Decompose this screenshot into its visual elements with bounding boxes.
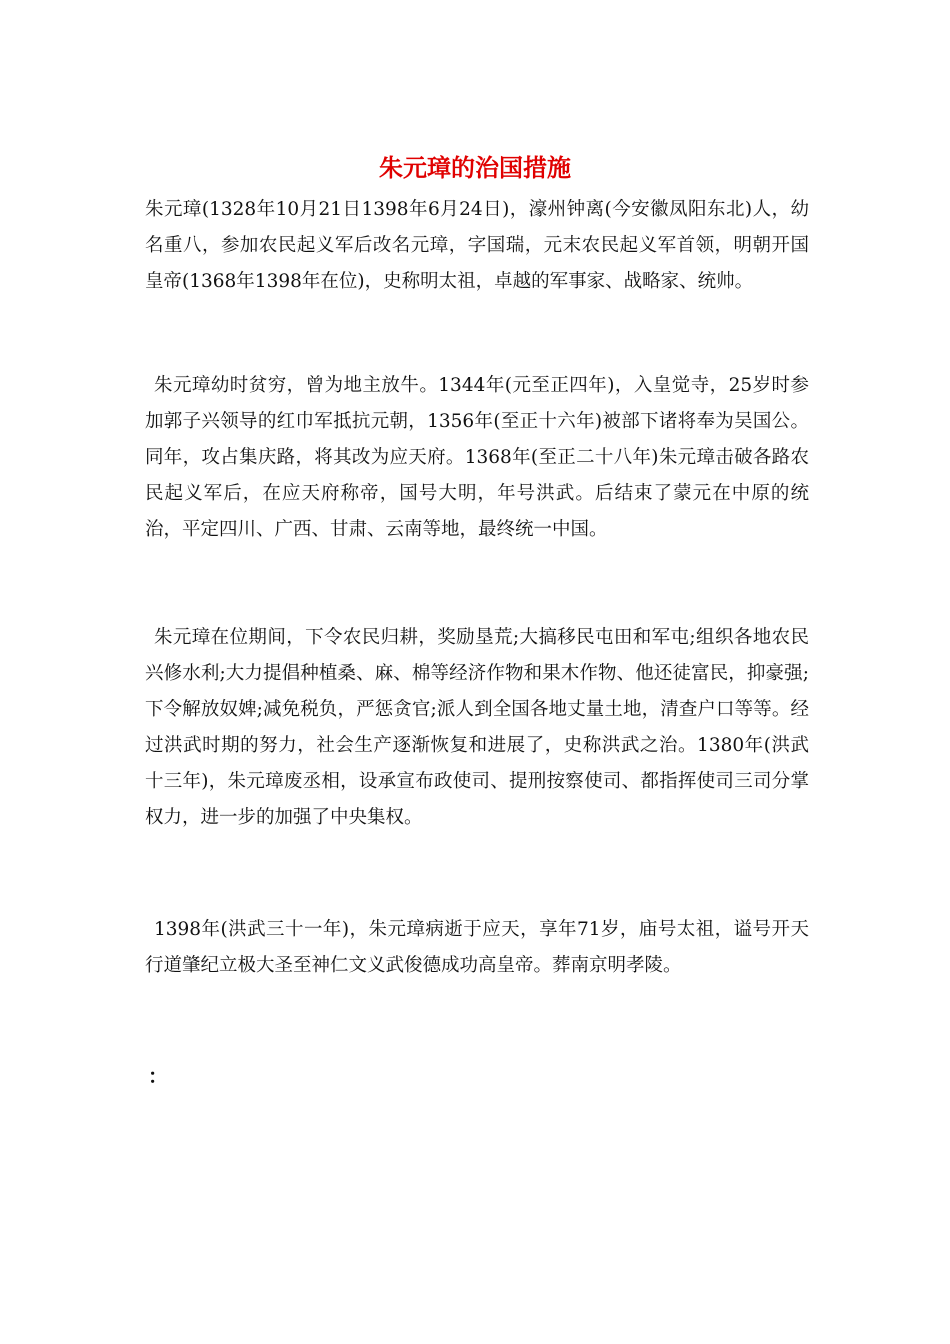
paragraph-governance: 朱元璋在位期间，下令农民归耕，奖励垦荒;大搞移民屯田和军屯;组织各地农民兴修水利;大力提倡种植桑、麻、棉等经济作物和果木作物、他还徒富民，抑豪强;下令解放奴婢;减免税负，严惩贪官;派人到全国各地丈量土地，清查户口等等。经过洪武时期的努力，社会生产逐渐恢复和进展了，史称洪武之治。1380年(洪武十三年)，朱元璋废丞相，设承宣布政使司、提刑按察使司、都指挥使司三司分掌权力，进一步的加强了中央集权。 — [145, 627, 809, 828]
paragraph-intro: 朱元璋(1328年10月21日1398年6月24日)，濠州钟离(今安徽凤阳东北)人，幼名重八，参加农民起义军后改名元璋，字国瑞，元末农民起义军首领，明朝开国皇帝(1368年1398年在位)，史称明太祖，卓越的军事家、战略家、统帅。 — [145, 199, 809, 292]
document-title: 朱元璋的治国措施 — [379, 153, 571, 182]
trailing-colon: ： — [148, 1064, 168, 1088]
paragraph-death: 1398年(洪武三十一年)，朱元璋病逝于应天，享年71岁，庙号太祖，谥号开天行道肇纪立极大圣至神仁文义武俊德成功高皇帝。葬南京明孝陵。 — [145, 919, 809, 976]
paragraph-early-life: 朱元璋幼时贫穷，曾为地主放牛。1344年(元至正四年)，入皇觉寺，25岁时参加郭子兴领导的红巾军抵抗元朝，1356年(至正十六年)被部下诸将奉为吴国公。同年，攻占集庆路，将其改为应天府。1368年(至正二十八年)朱元璋击破各路农民起义军后，在应天府称帝，国号大明，年号洪武。后结束了蒙元在中原的统治，平定四川、广西、甘肃、云南等地，最终统一中国。 — [145, 375, 809, 540]
